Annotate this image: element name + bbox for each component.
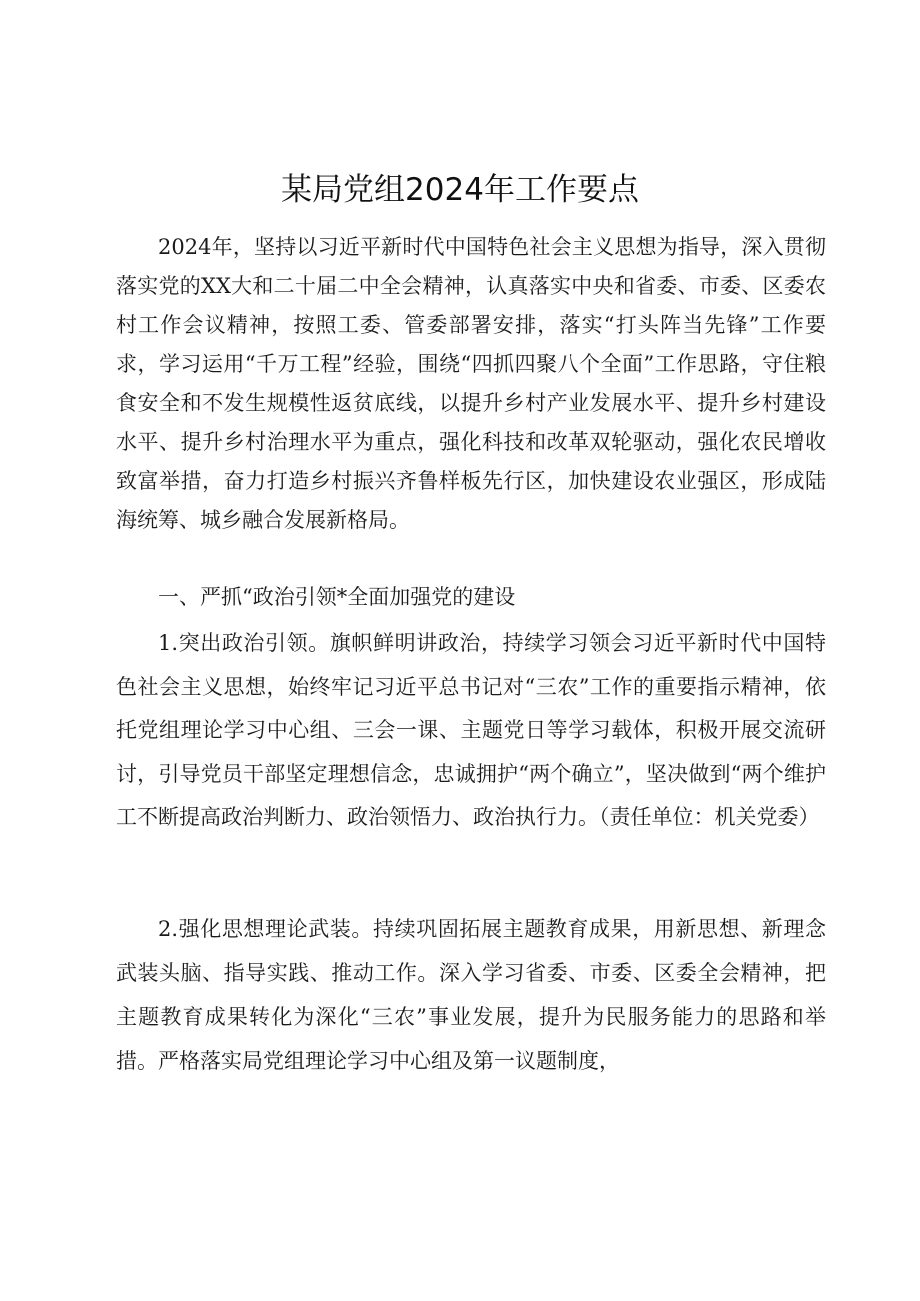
document-title: 某局党组2024年工作要点 — [281, 172, 639, 208]
section-heading-1: 一、严抓“政治引领*全面加强党的建设 — [158, 585, 516, 609]
item-paragraph-2: 2.强化思想理论武装。持续巩固拓展主题教育成果，用新思想、新理念武装头脑、指导实践、推动工作。深入学习省委、市委、区委全会精神，把主题教育成果转化为深化“三农”事业发展，提升为民服务能力的思路和举措。严格落实局党组理论学习中心组及第一议题制度， — [116, 917, 826, 1073]
intro-paragraph: 2024年，坚持以习近平新时代中国特色社会主义思想为指导，深入贯彻落实党的XX大和二十届二中全会精神，认真落实中央和省委、市委、区委农村工作会议精神，按照工委、管委部署安排，落实“打头阵当先锋”工作要求，学习运用“千万工程”经验，围绕“四抓四聚八个全面”工作思路，守住粮食安全和不发生规模性返贫底线，以提升乡村产业发展水平、提升乡村建设水平、提升乡村治理水平为重点，强化科技和改革双轮驱动，强化农民增收致富举措，奋力打造乡村振兴齐鲁样板先行区，加快建设农业强区，形成陆海统筹、城乡融合发展新格局。 — [116, 235, 826, 532]
item-paragraph-1: 1.突出政治引领。旗帜鲜明讲政治，持续学习领会习近平新时代中国特色社会主义思想，始终牢记习近平总书记对“三农”工作的重要指示精神，依托党组理论学习中心组、三会一课、主题党日等学习载体，积极开展交流研讨，引导党员干部坚定理想信念，忠诚拥护“两个确立”，坚决做到“两个维护工不断提高政治判断力、政治领悟力、政治执行力。（责任单位：机关党委） — [116, 631, 826, 829]
